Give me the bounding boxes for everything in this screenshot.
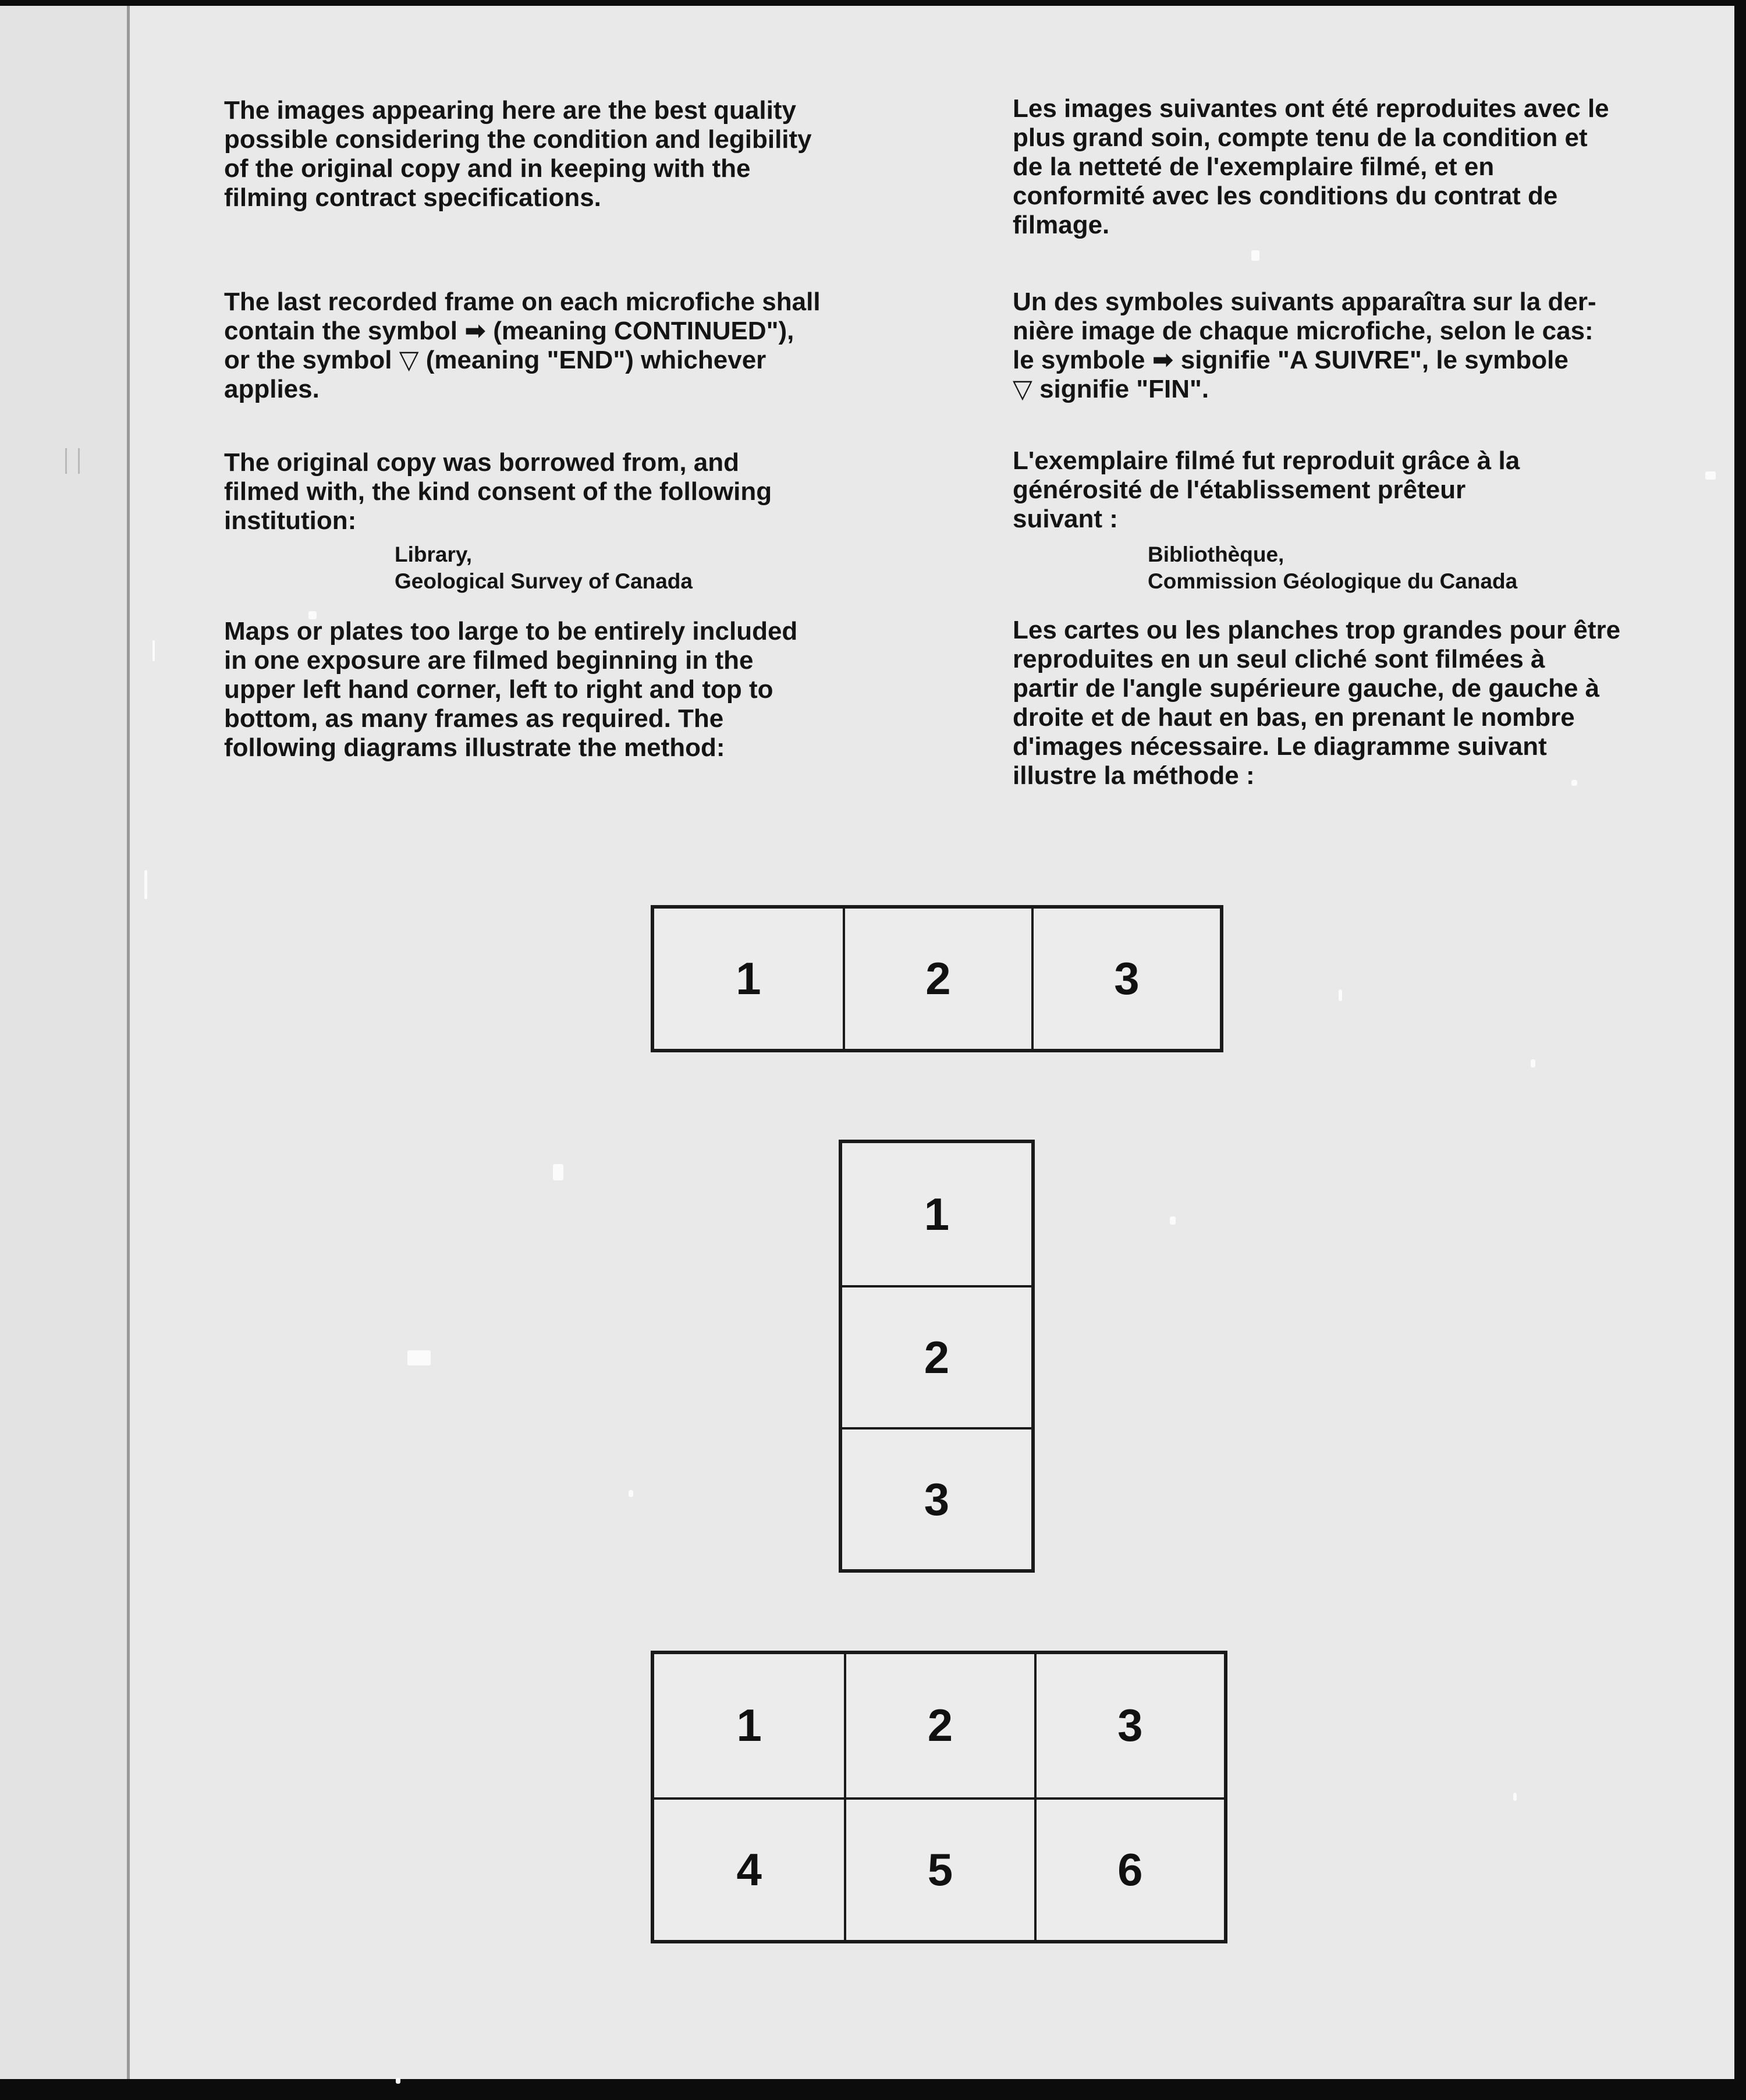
- diagram-row-three-frames: [651, 905, 1223, 1052]
- french-quality-text: Les images suivantes ont été reproduites avec le plus grand soin, compte tenu de la condition et de la netteté de l'exemplaire filmé, et en conformité avec les conditions du contrat de filmage.: [1013, 94, 1609, 239]
- french-maps-text: Les cartes ou les planches trop grandes pour être reproduites en un seul cliché sont filmées à partir de l'angle supérieure gauche, de gauche à droite et de haut en bas, en prenant le nombre d'images nécessaire. Le diagramme suivant illustre la méthode :: [1013, 616, 1621, 790]
- french-quality-paragraph: [1013, 94, 1670, 240]
- frame-1: 1: [736, 953, 761, 1004]
- english-symbols-text: The last recorded frame on each microfiche shall contain the symbol ➡ (meaning CONTINUED"), or the symbol ▽ (meaning "END") whichever applies.: [224, 288, 821, 403]
- english-institution: Library, Geological Survey of Canada: [395, 542, 693, 593]
- french-borrowed-paragraph: [1013, 446, 1670, 534]
- english-quality-text: The images appearing here are the best quality possible considering the condition and legibility of the original copy and in keeping with the filming contract specifications.: [224, 96, 812, 212]
- english-symbols-paragraph: [224, 288, 876, 404]
- frame-5: 5: [844, 1797, 1034, 1941]
- margin-marks: [65, 448, 94, 483]
- frame-3: 3: [1031, 909, 1220, 1049]
- frame-1: 1: [924, 1188, 950, 1240]
- frame-1: 1: [736, 1700, 762, 1751]
- french-symbols-paragraph: [1013, 288, 1670, 404]
- french-borrowed-text: L'exemplaire filmé fut reproduit grâce à la générosité de l'établissement prêteur suivant :: [1013, 446, 1520, 533]
- frame-4: 4: [654, 1797, 844, 1941]
- english-borrowed-text: The original copy was borrowed from, and filmed with, the kind consent of the following institution:: [224, 448, 772, 535]
- english-maps-text: Maps or plates too large to be entirely included in one exposure are filmed beginning in the upper left hand corner, left to right and top to bottom, as many frames as required. The following diagrams illustrate the method:: [224, 617, 798, 762]
- english-maps-paragraph: [224, 617, 876, 762]
- diagram-grid-six-frames: [651, 1651, 1227, 1943]
- french-maps-paragraph: [1013, 616, 1670, 790]
- frame-2: 2: [842, 1285, 1031, 1427]
- frame-2: 2: [843, 909, 1031, 1049]
- frame-2: 2: [844, 1654, 1034, 1797]
- left-margin-strip: [0, 6, 130, 2079]
- frame-6: 6: [1034, 1797, 1224, 1941]
- french-institution: Bibliothèque, Commission Géologique du Canada: [1148, 542, 1518, 593]
- english-quality-paragraph: [224, 96, 876, 212]
- frame-3: 3: [842, 1427, 1031, 1569]
- microfiche-target-sheet: [0, 6, 1734, 2079]
- diagram-column-three-frames: [839, 1140, 1035, 1573]
- frame-3: 3: [1034, 1654, 1224, 1797]
- french-symbols-text: Un des symboles suivants apparaîtra sur la der- nière image de chaque microfiche, selon le cas: le symbole ➡ signifie "A SUIVRE", le symbole ▽ signifie "FIN".: [1013, 288, 1596, 403]
- english-borrowed-paragraph: [224, 448, 876, 535]
